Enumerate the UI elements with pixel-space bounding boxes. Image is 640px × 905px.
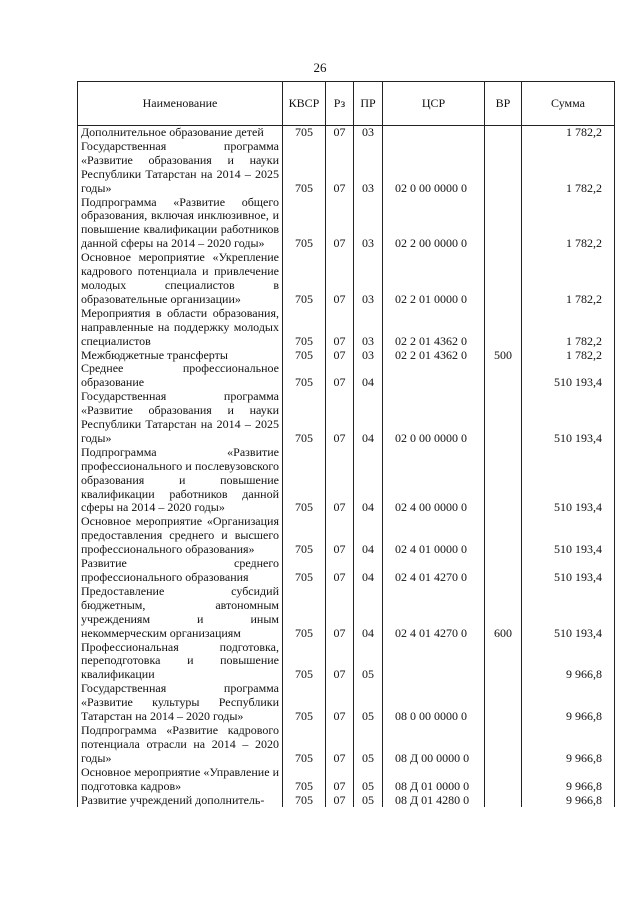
cell-vr — [485, 140, 522, 196]
table-header-row — [78, 82, 615, 126]
cell-rz: 07 — [326, 196, 354, 252]
cell-name: Государственная программа «Развитие культуры Республики Татарстан на 2014 – 2020 годы» — [78, 682, 283, 724]
cell-vr — [485, 390, 522, 446]
table-row — [78, 515, 615, 557]
cell-sum: 1 782,2 — [522, 140, 615, 196]
cell-pr: 05 — [354, 724, 383, 766]
cell-csr: 02 4 01 4270 0 — [383, 557, 485, 585]
cell-vr — [485, 307, 522, 349]
cell-name: Развитие учреждений дополнитель- — [78, 794, 283, 808]
cell-vr — [485, 446, 522, 516]
page-number: 26 — [313, 60, 327, 75]
header-rz: Рз — [326, 82, 354, 126]
cell-pr: 05 — [354, 641, 383, 683]
cell-csr: 08 0 00 0000 0 — [383, 682, 485, 724]
cell-vr: 500 — [485, 349, 522, 363]
table-row — [78, 362, 615, 390]
table-row — [78, 794, 615, 808]
cell-pr: 03 — [354, 251, 383, 307]
cell-name: Предоставление субсидий бюджетным, автономным учреждениям и иным некоммерческим организациям — [78, 585, 283, 641]
cell-rz: 07 — [326, 251, 354, 307]
cell-kvsr: 705 — [283, 390, 326, 446]
cell-pr: 04 — [354, 557, 383, 585]
cell-sum: 510 193,4 — [522, 585, 615, 641]
cell-vr — [485, 682, 522, 724]
table-row — [78, 251, 615, 307]
cell-name: Основное мероприятие «Управление и подготовка кадров» — [78, 766, 283, 794]
cell-csr: 02 0 00 0000 0 — [383, 390, 485, 446]
table-row — [78, 641, 615, 683]
cell-pr: 03 — [354, 349, 383, 363]
cell-sum: 510 193,4 — [522, 446, 615, 516]
cell-pr: 04 — [354, 362, 383, 390]
cell-kvsr: 705 — [283, 349, 326, 363]
table-body — [78, 126, 615, 808]
cell-pr: 04 — [354, 446, 383, 516]
cell-sum: 9 966,8 — [522, 641, 615, 683]
cell-vr — [485, 515, 522, 557]
cell-csr — [383, 126, 485, 140]
header-name: Наименование — [78, 82, 283, 126]
cell-vr — [485, 641, 522, 683]
cell-vr — [485, 557, 522, 585]
cell-pr: 04 — [354, 585, 383, 641]
cell-vr: 600 — [485, 585, 522, 641]
cell-rz: 07 — [326, 349, 354, 363]
header-pr: ПР — [354, 82, 383, 126]
header-sum: Сумма — [522, 82, 615, 126]
cell-kvsr: 705 — [283, 766, 326, 794]
cell-csr: 08 Д 01 4280 0 — [383, 794, 485, 808]
table-row — [78, 585, 615, 641]
cell-csr: 02 4 00 0000 0 — [383, 446, 485, 516]
table-row — [78, 126, 615, 140]
header-csr: ЦСР — [383, 82, 485, 126]
cell-pr: 05 — [354, 766, 383, 794]
cell-rz: 07 — [326, 307, 354, 349]
cell-sum: 510 193,4 — [522, 362, 615, 390]
cell-name: Межбюджетные трансферты — [78, 349, 283, 363]
cell-sum: 510 193,4 — [522, 390, 615, 446]
cell-csr: 02 4 01 0000 0 — [383, 515, 485, 557]
cell-vr — [485, 251, 522, 307]
cell-csr: 02 2 01 0000 0 — [383, 251, 485, 307]
cell-name: Государственная программа «Развитие образования и науки Республики Татарстан на 2014 – 2025 годы» — [78, 390, 283, 446]
cell-kvsr: 705 — [283, 126, 326, 140]
cell-rz: 07 — [326, 794, 354, 808]
cell-kvsr: 705 — [283, 515, 326, 557]
cell-sum: 1 782,2 — [522, 196, 615, 252]
cell-kvsr: 705 — [283, 251, 326, 307]
cell-pr: 03 — [354, 307, 383, 349]
cell-vr — [485, 794, 522, 808]
cell-pr: 03 — [354, 126, 383, 140]
cell-name: Подпрограмма «Развитие профессионального и послевузовского образования и повышение квалификации работников данной сферы на 2014 – 2020 годы» — [78, 446, 283, 516]
cell-rz: 07 — [326, 682, 354, 724]
cell-rz: 07 — [326, 724, 354, 766]
table-row — [78, 557, 615, 585]
cell-sum: 1 782,2 — [522, 349, 615, 363]
cell-sum: 1 782,2 — [522, 126, 615, 140]
cell-csr: 02 2 01 4362 0 — [383, 307, 485, 349]
cell-kvsr: 705 — [283, 446, 326, 516]
cell-sum: 9 966,8 — [522, 794, 615, 808]
cell-name: Основное мероприятие «Укрепление кадрового потенциала и привлечение молодых специалистов в образовательные организации» — [78, 251, 283, 307]
cell-pr: 04 — [354, 390, 383, 446]
cell-rz: 07 — [326, 126, 354, 140]
cell-name: Подпрограмма «Развитие кадрового потенциала отрасли на 2014 – 2020 годы» — [78, 724, 283, 766]
cell-sum: 9 966,8 — [522, 682, 615, 724]
cell-vr — [485, 362, 522, 390]
cell-rz: 07 — [326, 766, 354, 794]
cell-kvsr: 705 — [283, 641, 326, 683]
cell-kvsr: 705 — [283, 557, 326, 585]
cell-kvsr: 705 — [283, 362, 326, 390]
table-row — [78, 724, 615, 766]
cell-vr — [485, 196, 522, 252]
cell-name: Подпрограмма «Развитие общего образования, включая инклюзивное, и повышение квалификации работников данной сферы на 2014 – 2020 годы» — [78, 196, 283, 252]
cell-sum: 1 782,2 — [522, 251, 615, 307]
cell-vr — [485, 126, 522, 140]
cell-pr: 03 — [354, 196, 383, 252]
cell-rz: 07 — [326, 641, 354, 683]
cell-csr: 08 Д 01 0000 0 — [383, 766, 485, 794]
cell-name: Государственная программа «Развитие образования и науки Республики Татарстан на 2014 – 2025 годы» — [78, 140, 283, 196]
cell-rz: 07 — [326, 557, 354, 585]
table-row — [78, 349, 615, 363]
table-row — [78, 140, 615, 196]
cell-csr: 02 2 01 4362 0 — [383, 349, 485, 363]
cell-kvsr: 705 — [283, 682, 326, 724]
cell-sum: 510 193,4 — [522, 557, 615, 585]
cell-csr — [383, 641, 485, 683]
cell-rz: 07 — [326, 515, 354, 557]
cell-csr: 02 0 00 0000 0 — [383, 140, 485, 196]
cell-vr — [485, 724, 522, 766]
cell-sum: 510 193,4 — [522, 515, 615, 557]
header-kvsr: КВСР — [283, 82, 326, 126]
table-row — [78, 390, 615, 446]
budget-table — [77, 81, 615, 807]
cell-sum: 9 966,8 — [522, 766, 615, 794]
cell-rz: 07 — [326, 585, 354, 641]
cell-csr: 02 2 00 0000 0 — [383, 196, 485, 252]
cell-pr: 04 — [354, 515, 383, 557]
cell-sum: 1 782,2 — [522, 307, 615, 349]
cell-csr: 08 Д 00 0000 0 — [383, 724, 485, 766]
cell-name: Развитие среднего профессионального образования — [78, 557, 283, 585]
cell-name: Профессиональная подготовка, переподготовка и повышение квалификации — [78, 641, 283, 683]
cell-pr: 03 — [354, 140, 383, 196]
cell-kvsr: 705 — [283, 794, 326, 808]
cell-rz: 07 — [326, 140, 354, 196]
cell-kvsr: 705 — [283, 196, 326, 252]
cell-rz: 07 — [326, 362, 354, 390]
cell-pr: 05 — [354, 682, 383, 724]
cell-sum: 9 966,8 — [522, 724, 615, 766]
cell-name: Дополнительное образование детей — [78, 126, 283, 140]
cell-kvsr: 705 — [283, 585, 326, 641]
cell-name: Основное мероприятие «Организация предоставления среднего и высшего профессионального образования» — [78, 515, 283, 557]
cell-vr — [485, 766, 522, 794]
cell-kvsr: 705 — [283, 724, 326, 766]
cell-kvsr: 705 — [283, 140, 326, 196]
table-row — [78, 446, 615, 516]
table-row — [78, 766, 615, 794]
cell-rz: 07 — [326, 446, 354, 516]
cell-rz: 07 — [326, 390, 354, 446]
cell-name: Мероприятия в области образования, направленные на поддержку молодых специалистов — [78, 307, 283, 349]
header-vr: ВР — [485, 82, 522, 126]
table-row — [78, 682, 615, 724]
cell-csr: 02 4 01 4270 0 — [383, 585, 485, 641]
cell-name: Среднее профессиональное образование — [78, 362, 283, 390]
cell-kvsr: 705 — [283, 307, 326, 349]
table-row — [78, 307, 615, 349]
cell-pr: 05 — [354, 794, 383, 808]
table-row — [78, 196, 615, 252]
cell-csr — [383, 362, 485, 390]
